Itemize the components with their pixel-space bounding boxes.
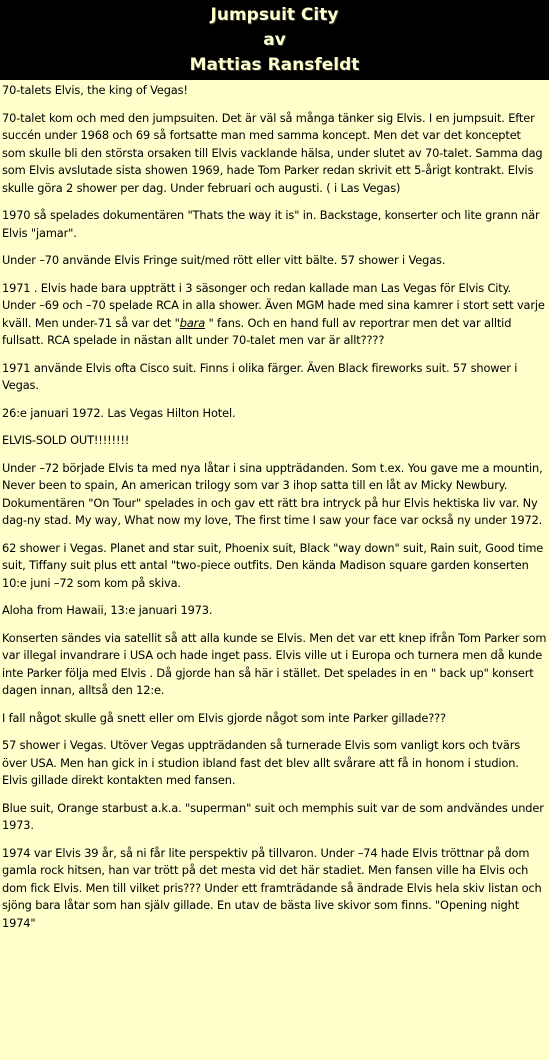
paragraph-text: " fans. Och en hand full av reportrar men det var alltid fullsatt. RCA spelade in nästan allt under 70-talet men var är allt????: [2, 315, 512, 347]
bara-link[interactable]: bara: [179, 315, 206, 330]
paragraph: 70-talet kom och med den jumpsuiten. Det är väl så många tänker sig Elvis. I en jumpsuit. Efter succén under 1968 och 69 så fortsatte man med samma koncept. Men det var det konceptet som skulle bli den största orsaken till Elvis vacklande hälsa, under slutet av 70-talet. Samma dag som Elvis avslutade sista showen 1969, hade Tom Parker redan skrivit ett 5-årigt kontrakt. Elvis skulle göra 2 shower per dag. Under februari och augusti. ( i Las Vegas): [2, 110, 543, 195]
paragraph: 1974 var Elvis 39 år, så ni får lite perspektiv på tillvaron. Under –74 hade Elvis tröttnar på dom gamla rock hitsen, han var trött på det mesta vid det här stadiet. Men fansen ville ha Elvis och dom fick Elvis. Men till vilket pris??? Under ett framträdande så ändrade Elvis hela skiv listan och sjöng bara låtar som han själv gillade. En utav de bästa live skivor som finns. "Opening night 1974": [2, 845, 542, 930]
paragraph: 1970 så spelades dokumentären "Thats the way it is" in. Backstage, konserter och lite grann när Elvis "jamar".: [2, 208, 540, 240]
article-body: [0, 80, 549, 932]
paragraph: Blue suit, Orange starbust a.k.a. "superman" suit och memphis suit var de som andvändes under 1973.: [2, 800, 544, 832]
paragraph-1971: [2, 280, 547, 350]
page-header: [0, 0, 549, 80]
paragraph: Konserten sändes via satellit så att alla kunde se Elvis. Men det var ett knep ifrån Tom Parker som var illegal invandrare i USA och hade inget pass. Elvis ville ut i Europa och turnera men då kunde inte Parker följa med Elvis . Då gjorde han så här i stället. Det spelades in en " back up" konsert dagen innan, alltså den 12:e.: [2, 630, 547, 697]
paragraph-text: 1971 . Elvis hade bara uppträtt i 3 säsonger och redan kallade man Las Vegas för Elvis City. Under –69 och –70 spelade RCA in alla shower. Även MGM hade med sina kamrer i stort sett varje kväll. Men under-71 så var det ": [2, 280, 545, 330]
page-title: Jumpsuit City: [210, 5, 339, 25]
paragraph: 26:e januari 1972. Las Vegas Hilton Hotel.: [2, 405, 236, 420]
author-name: Mattias Ransfeldt: [189, 55, 360, 75]
paragraph: Under –72 började Elvis ta med nya låtar i sina uppträdanden. Som t.ex. You gave me a mountin, Never been to spain, An american trilogy som var 3 ihop satta till en låt av Micky Newbury. Dokumentären "On Tour" spelades in och gav ett rätt bra intryck på hur Elvis hektiska liv var. Ny dag-ny stad. My way, What now my love, The first time I saw your face var också ny under 1972.: [2, 460, 543, 527]
paragraph: 57 shower i Vegas. Utöver Vegas uppträdanden så turnerade Elvis som vanligt kors och tvärs över USA. Men han gick in i studion ibland fast det blev allt svårare att få in honom i studion. Elvis gillade direkt kontakten med fansen.: [2, 738, 521, 787]
paragraph: 1971 använde Elvis ofta Cisco suit. Finns i olika färger. Även Black fireworks suit. 57 shower i Vegas.: [2, 360, 518, 392]
paragraph: I fall något skulle gå snett eller om Elvis gjorde något som inte Parker gillade???: [2, 710, 446, 725]
paragraph: Aloha from Hawaii, 13:e januari 1973.: [2, 603, 213, 617]
paragraph: Under –70 använde Elvis Fringe suit/med rött eller vitt bälte. 57 shower i Vegas.: [2, 253, 446, 267]
byline-av: av: [263, 30, 286, 50]
paragraph: 62 shower i Vegas. Planet and star suit, Phoenix suit, Black "way down" suit, Rain suit, Good time suit, Tiffany suit plus ett antal "two-piece outfits. Den kända Madison square garden konserten 10:e juni –72 som kom på skiva.: [2, 540, 544, 590]
paragraph: 70-talets Elvis, the king of Vegas!: [2, 83, 188, 97]
paragraph: ELVIS-SOLD OUT!!!!!!!!: [2, 433, 130, 447]
